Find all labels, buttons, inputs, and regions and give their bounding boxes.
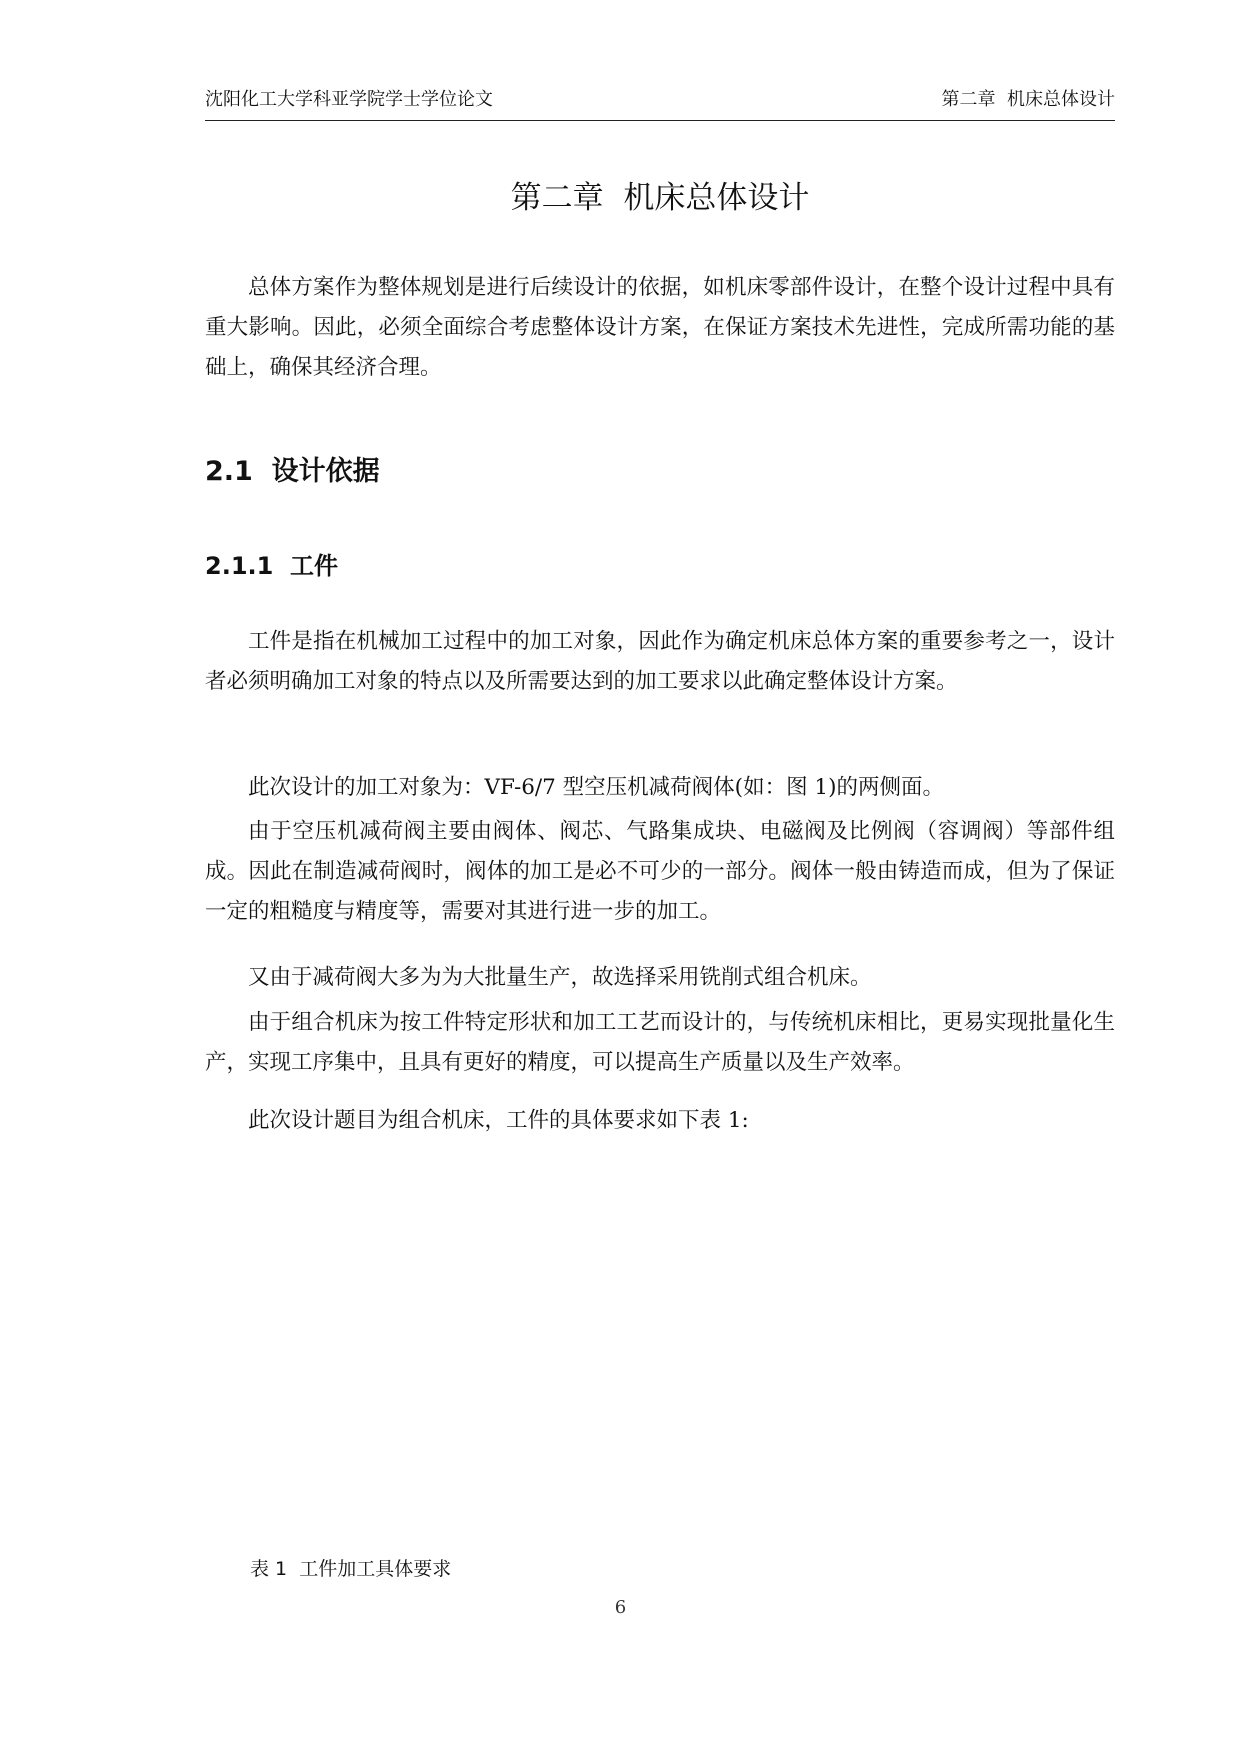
body-paragraph-machining-object: 此次设计的加工对象为：VF-6/7 型空压机减荷阀体(如：图 1)的两侧面。 (248, 775, 944, 800)
header-chapter-title: 第二章 机床总体设计 (941, 89, 1115, 110)
chapter-title: 第二章 机床总体设计 (510, 180, 810, 216)
header-thesis-title: 沈阳化工大学科亚学院学士学位论文 (205, 89, 493, 110)
body-paragraph-requirements-intro: 此次设计题目为组合机床，工件的具体要求如下表 1: (248, 1108, 749, 1133)
page-header (205, 86, 1115, 121)
body-paragraph-valve-components: 由于空压机减荷阀主要由阀体、阀芯、气路集成块、电磁阀及比例阀（容调阀）等部件组成。因此在制造减荷阀时，阀体的加工是必不可少的一部分。阀体一般由铸造而成，但为了保证一定的粗糙度与精度等，需要对其进行进一步的加工。 (205, 819, 1115, 924)
section-heading-2-1-1: 2.1.1 工件 (205, 552, 339, 580)
body-paragraph-workpiece-definition: 工件是指在机械加工过程中的加工对象，因此作为确定机床总体方案的重要参考之一，设计者必须明确加工对象的特点以及所需要达到的加工要求以此确定整体设计方案。 (205, 629, 1115, 694)
section-heading-2-1: 2.1 设计依据 (205, 456, 380, 487)
page-number: 6 (614, 1597, 627, 1618)
table-caption: 表 1 工件加工具体要求 (250, 1558, 452, 1580)
intro-paragraph: 总体方案作为整体规划是进行后续设计的依据，如机床零部件设计，在整个设计过程中具有重大影响。因此，必须全面综合考虑整体设计方案，在保证方案技术先进性，完成所需功能的基础上，确保其经济合理。 (205, 275, 1115, 380)
body-paragraph-combination-machine: 由于组合机床为按工件特定形状和加工工艺而设计的，与传统机床相比，更易实现批量化生产，实现工序集中，且具有更好的精度，可以提高生产质量以及生产效率。 (205, 1010, 1115, 1075)
body-paragraph-mass-production: 又由于减荷阀大多为为大批量生产，故选择采用铣削式组合机床。 (248, 965, 872, 990)
